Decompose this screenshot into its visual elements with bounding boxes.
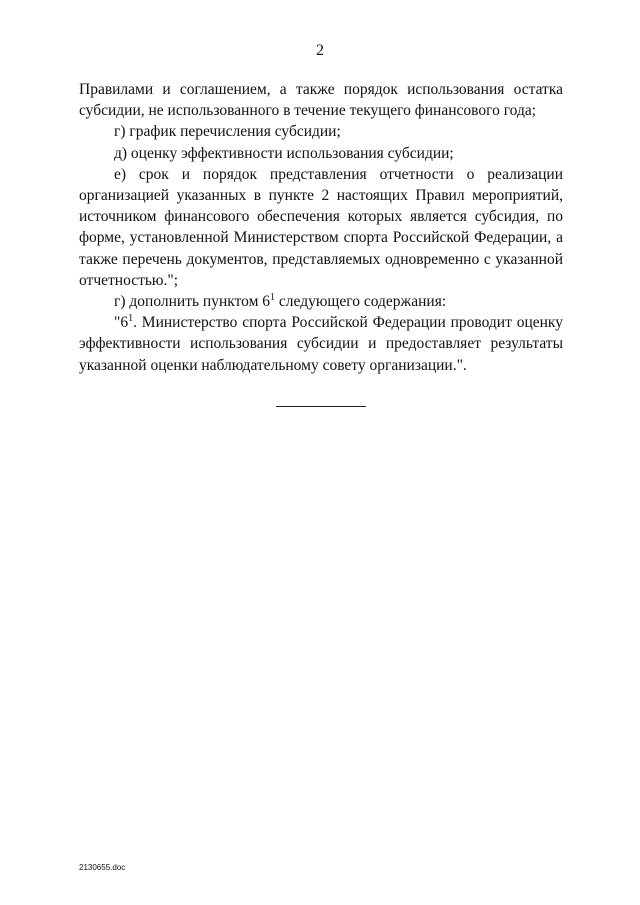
- paragraph-text: г) дополнить пунктом 6: [114, 293, 271, 311]
- paragraph-rules-continuation: Правилами и соглашением, а также порядок использования остатка субсидии, не использованного в течение текущего финансового года;: [79, 81, 563, 120]
- superscript: 1: [270, 292, 276, 304]
- footer-filename: 2130655.doc: [79, 863, 126, 872]
- page-number: 2: [316, 42, 324, 59]
- document-body: [79, 79, 563, 376]
- paragraph-text: следующего содержания:: [275, 293, 447, 311]
- paragraph-text: . Министерство спорта Российской Федерации проводит оценку эффективности использования субсидии и предоставляет результаты указанной оценки наблюдательному совету организации.".: [79, 314, 563, 374]
- paragraph-item-d-evaluation: д) оценку эффективности использования субсидии;: [114, 144, 454, 162]
- paragraph-item-e-reporting: е) срок и порядок представления отчетности о реализации организацией указанных в пункте 2 настоящих Правил мероприятий, источником финансового обеспечения которых является субсидия, по форме, установленной Министерством спорта Российской Федерации, а также перечень документов, представляемых одновременно с указанной отчетностью.";: [79, 165, 563, 289]
- paragraph-text: "6: [114, 314, 129, 332]
- paragraph-point-6-1: [79, 312, 563, 376]
- paragraph-item-g-add-point: [79, 291, 563, 312]
- paragraph-item-g-schedule: г) график перечисления субсидии;: [114, 123, 341, 141]
- end-separator-line: [276, 406, 366, 407]
- superscript: 1: [128, 313, 134, 325]
